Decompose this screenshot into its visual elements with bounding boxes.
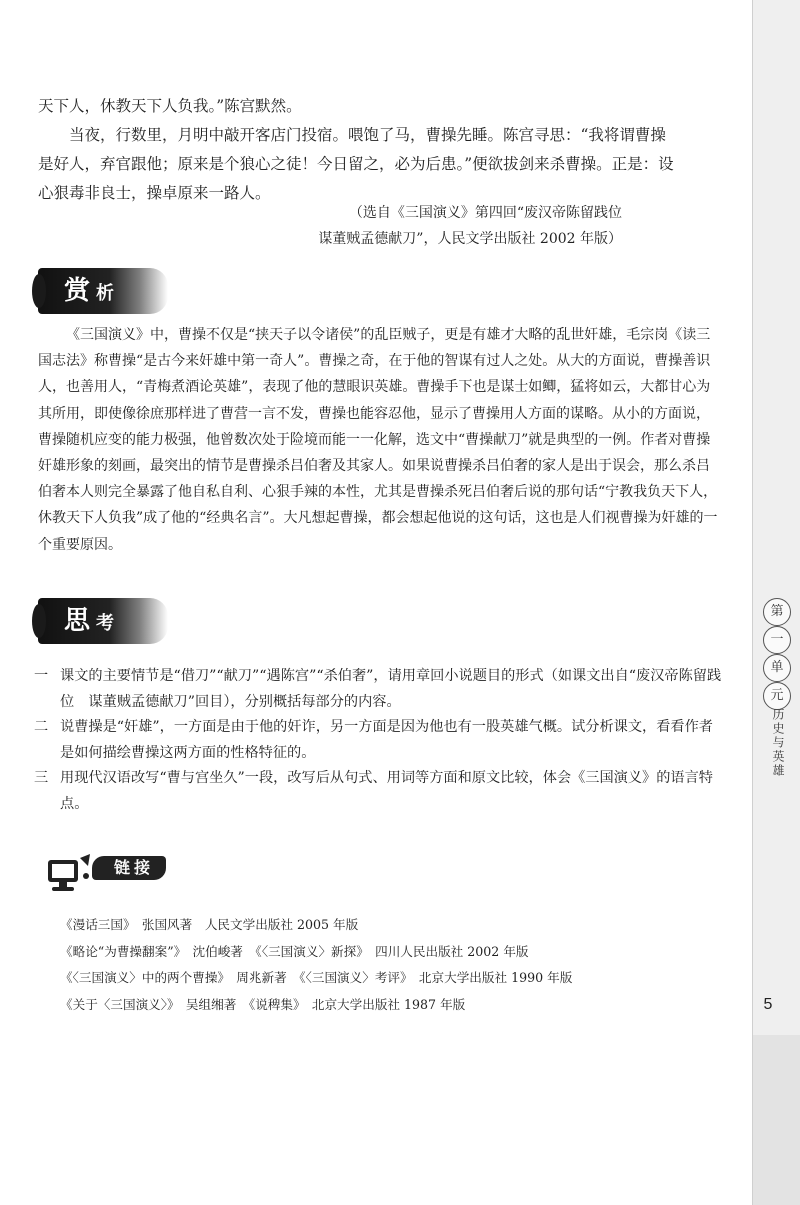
reference-item: 《〈三国演义〉中的两个曹操》 周兆新著 《〈三国演义〉考评》 北京大学出版社 1990 年版 [60,970,573,985]
reference-item: 《漫话三国》 张国风著 人民文学出版社 2005 年版 [60,917,359,932]
question-text: 用现代汉语改写“曹与宫坐久”一段，改写后从句式、用词等方面和原文比较，体会《三国演义》的语言特点。 [60,770,713,812]
story-excerpt [38,92,678,208]
reference-item: 《关于〈三国演义〉》 吴组缃著 《说稗集》 北京大学出版社 1987 年版 [60,996,466,1012]
source-citation [318,200,622,252]
question-item [34,715,724,766]
source-line-1: （选自《三国演义》第四回“废汉帝陈留践位 [348,205,622,221]
unit-title: 历史与英雄 [771,708,785,778]
unit-badge: 一 [763,626,791,654]
unit-badge: 第 [763,598,791,626]
computer-icon [46,854,92,894]
brush-stroke-decoration [32,274,46,308]
appreciation-heading [38,268,168,314]
heading-char-1: 思 [64,606,97,636]
heading-char-2: 考 [96,613,121,634]
question-number: 二 [34,719,49,735]
story-paragraph: 当夜，行数里，月明中敲开客店门投宿。喂饱了马，曹操先睡。陈宫寻思：“我将谓曹操是好人，弃官跟他；原来是个狼心之徒！今日留之，必为后患。”便欲拔剑来杀曹操。正是：设心狠毒非良士，操卓原来一路人。 [38,126,674,202]
question-text: 课文的主要情节是“借刀”“献刀”“遇陈宫”“杀伯奢”，请用章回小说题目的形式（如课文出自“废汉帝陈留践位 谋董贼孟德献刀”回目），分别概括每部分的内容。 [60,668,722,710]
heading-char-1: 赏 [64,276,97,306]
question-item [34,766,724,817]
heading-char-2: 析 [96,283,121,304]
appreciation-text: 《三国演义》中，曹操不仅是“挟天子以令诸侯”的乱臣贼子，更是有雄才大略的乱世奸雄，毛宗岗《读三国志法》称曹操“是古今来奸雄中第一奇人”。曹操之奇，在于他的智谋有过人之处。从大的方面说，曹操善识人，也善用人，“青梅煮酒论英雄”，表现了他的慧眼识英雄。曹操手下也是谋士如鲫，猛将如云，大都甘心为其所用，即使像徐庶那样进了曹营一言不发，曹操也能容忍他，显示了曹操用人方面的谋略。从小的方面说，曹操随机应变的能力极强，他曾数次处于险境而能一一化解，选文中“曹操献刀”就是典型的一例。作者对曹操奸雄形象的刻画，最突出的情节是曹操杀吕伯奢及其家人。如果说曹操杀吕伯奢的家人是出于误会，那么杀吕伯奢本人则完全暴露了他自私自利、心狠手辣的本性，尤其是曹操杀死吕伯奢后说的那句话“宁教我负天下人，休教天下人负我”成了他的“经典名言”。大凡想起曹操，都会想起他说的这句话，这也是人们视曹操为奸雄的一个重要原因。 [38,327,718,553]
unit-badge: 单 [763,654,791,682]
question-number: 三 [34,770,49,786]
links-label-pill [92,856,166,880]
source-line-2: 谋董贼孟德献刀”，人民文学出版社 2002 年版） [318,231,622,247]
question-text: 说曹操是“奸雄”，一方面是由于他的奸诈，另一方面是因为他也有一股英雄气概。试分析课文，看看作者是如何描绘曹操这两方面的性格特征的。 [60,719,713,761]
unit-badge: 元 [763,682,791,710]
unit-sidebar [752,0,800,1205]
question-item [34,664,724,715]
links-label: 链接 [114,858,155,877]
question-number: 一 [34,668,49,684]
reference-list [60,912,680,1018]
thinking-heading [38,598,168,644]
page-number: 5 [763,996,773,1013]
reference-item: 《略论“为曹操翻案”》 沈伯峻著 《〈三国演义〉新探》 四川人民出版社 2002 年版 [60,943,529,959]
sidebar-lower-band [753,1035,800,1205]
brush-stroke-decoration [32,604,46,638]
question-list [34,664,724,817]
links-heading [42,842,168,892]
story-line: 天下人，休教天下人负我。”陈宫默然。 [38,97,302,115]
